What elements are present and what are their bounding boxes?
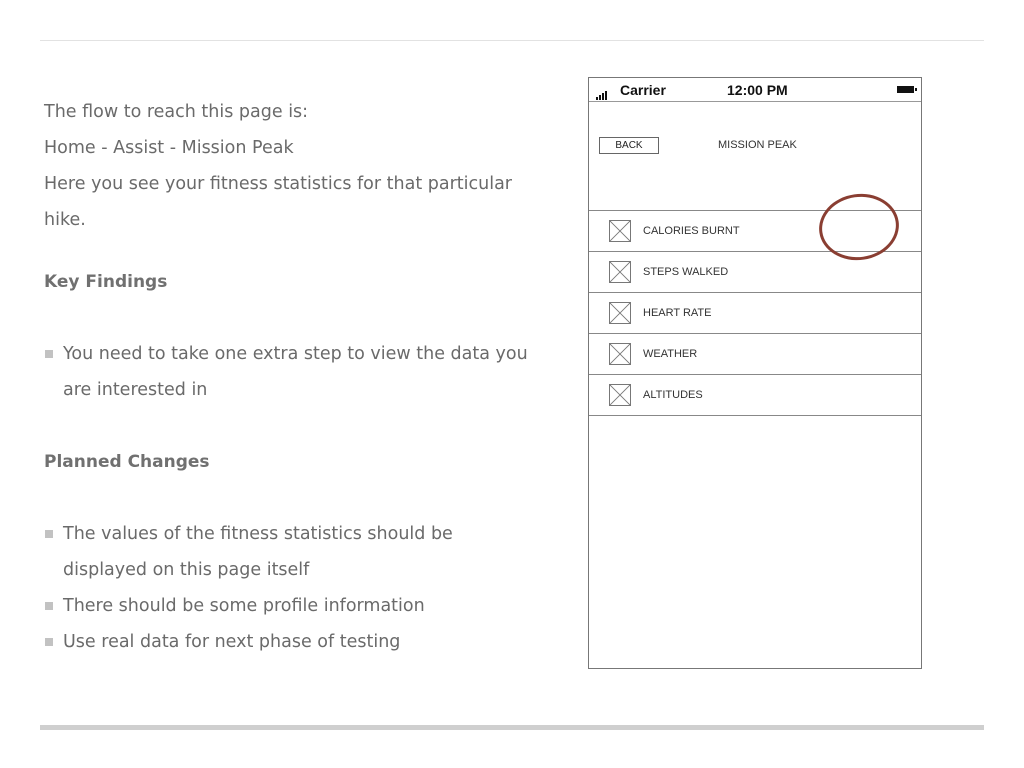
list-item-label: WEATHER (643, 348, 698, 360)
list-item-label: CALORIES BURNT (643, 225, 740, 237)
image-placeholder-icon (609, 384, 631, 406)
signal-icon (596, 84, 608, 100)
intro-line-1: The flow to reach this page is: (44, 102, 309, 122)
key-finding-item: You need to take one extra step to view the data you are interested in (44, 336, 544, 408)
image-placeholder-icon (609, 343, 631, 365)
list-item-label: ALTITUDES (643, 389, 703, 401)
clock: 12:00 PM (727, 82, 788, 98)
intro-line-4: hike. (44, 210, 86, 230)
screen-title: MISSION PEAK (718, 139, 797, 151)
key-findings-list (44, 336, 544, 408)
planned-change-item: There should be some profile information (44, 588, 544, 624)
planned-change-item: Use real data for next phase of testing (44, 624, 544, 660)
image-placeholder-icon (609, 302, 631, 324)
phone-wireframe (588, 77, 922, 669)
bottom-divider (40, 725, 984, 730)
key-findings-heading: Key Findings (44, 272, 168, 292)
list-item-altitudes[interactable] (589, 374, 921, 416)
planned-changes-heading: Planned Changes (44, 452, 210, 472)
image-placeholder-icon (609, 220, 631, 242)
battery-icon (897, 86, 914, 93)
top-divider (40, 40, 984, 41)
back-button[interactable]: BACK (599, 137, 659, 154)
list-item-label: STEPS WALKED (643, 266, 729, 278)
list-item-label: HEART RATE (643, 307, 712, 319)
notes-panel (44, 94, 544, 660)
carrier-label: Carrier (620, 82, 666, 98)
planned-change-item: The values of the fitness statistics should be displayed on this page itself (44, 516, 544, 588)
planned-changes-list (44, 516, 544, 660)
intro-line-2: Home - Assist - Mission Peak (44, 138, 294, 158)
list-item-weather[interactable] (589, 333, 921, 374)
list-item-heart-rate[interactable] (589, 292, 921, 333)
intro-line-3: Here you see your fitness statistics for that particular (44, 174, 512, 194)
status-bar (589, 78, 921, 102)
image-placeholder-icon (609, 261, 631, 283)
